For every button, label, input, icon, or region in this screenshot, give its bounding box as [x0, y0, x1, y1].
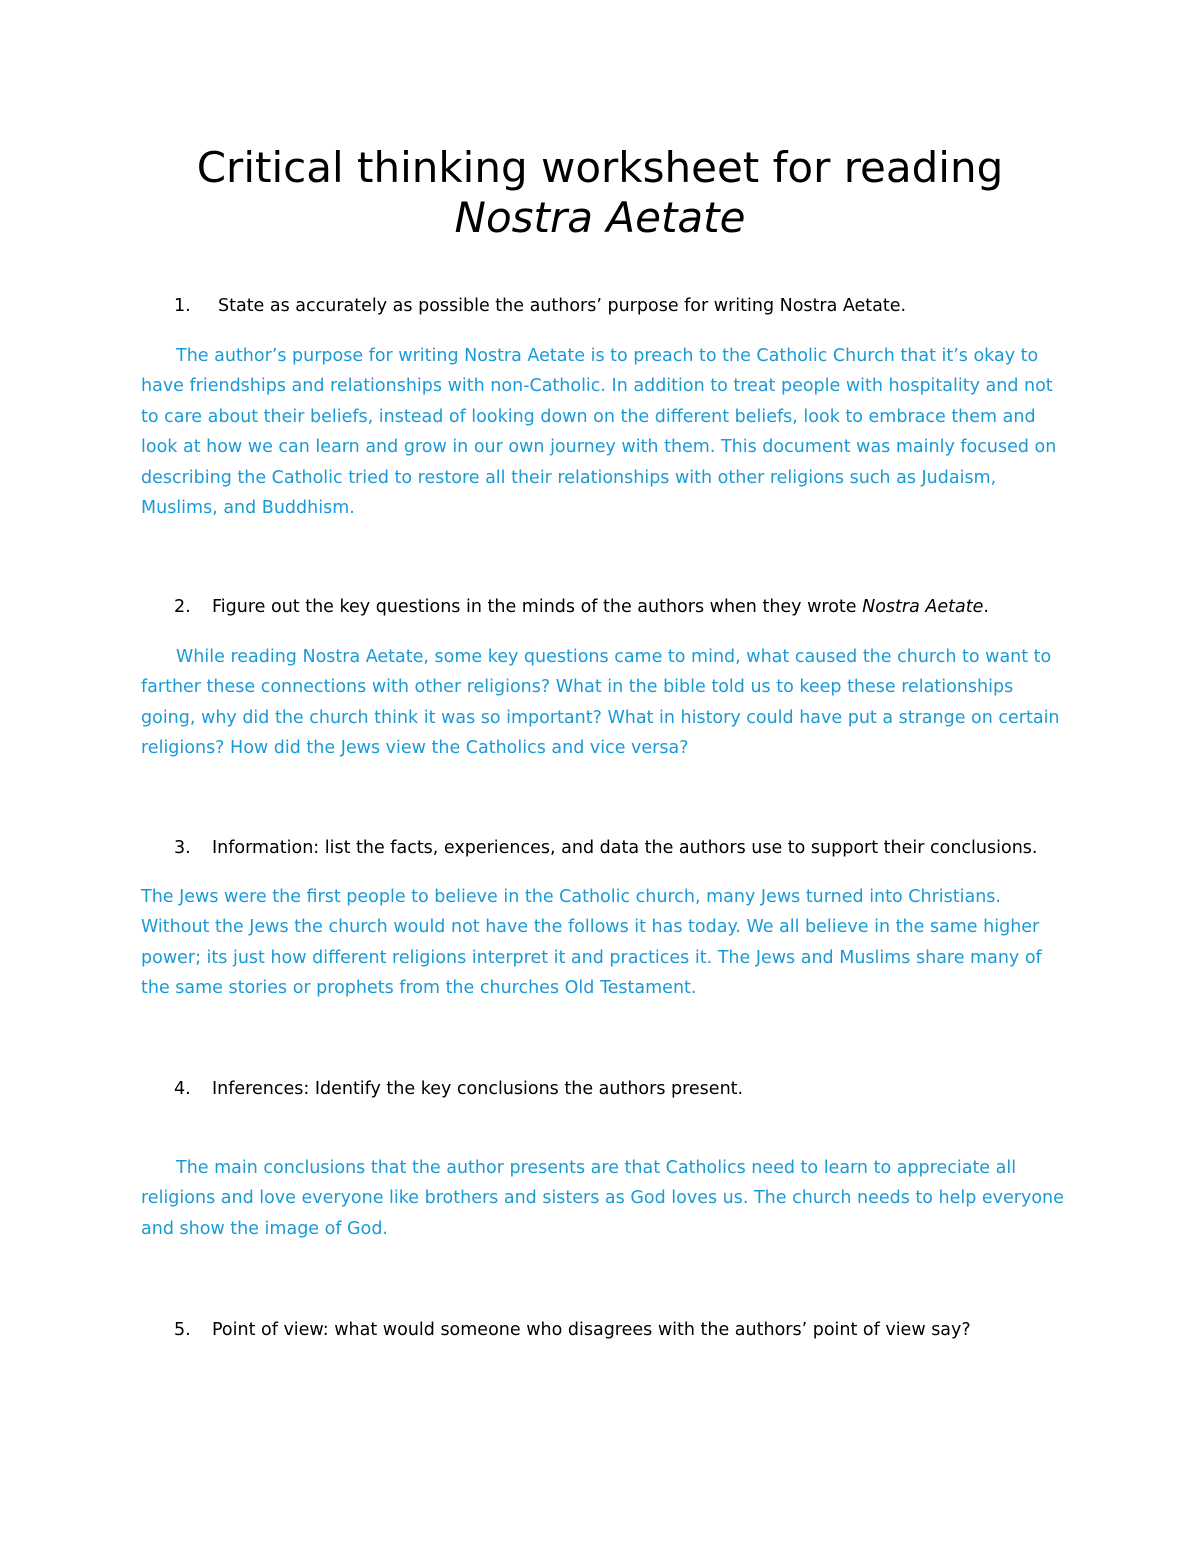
question-number: 1.	[174, 296, 191, 316]
document-title-subject: Nostra Aetate	[454, 193, 746, 242]
question-text: Point of view: what would someone who disagrees with the authors’ point of view say?	[212, 1320, 971, 1340]
question-1	[174, 291, 1074, 321]
question-4	[174, 1074, 1074, 1104]
question-number: 5.	[174, 1320, 191, 1340]
question-5	[174, 1315, 1074, 1345]
question-number: 2.	[174, 597, 191, 617]
question-text: State as accurately as possible the authors’ purpose for writing Nostra Aetate.	[218, 296, 907, 316]
question-number: 4.	[174, 1079, 191, 1099]
question-text: Inferences: Identify the key conclusions the authors present.	[212, 1079, 744, 1099]
question-text: Figure out the key questions in the minds of the authors when they wrote	[212, 597, 863, 617]
answer-2: While reading Nostra Aetate, some key questions came to mind, what caused the church to want to farther these connections with other religions? What in the bible told us to keep these relationships going, why did the church think it was so important? What in history could have put a strange on certain religions? How did the Jews view the Catholics and vice versa?	[141, 647, 1060, 759]
answer-1: The author’s purpose for writing Nostra Aetate is to preach to the Catholic Church that it’s okay to have friendships and relationships with non-Catholic. In addition to treat people with hospitality and not to care about their beliefs, instead of looking down on the different beliefs, look to embrace them and look at how we can learn and grow in our own journey with them. This document was mainly focused on describing the Catholic tried to restore all their relationships with other religions such as Judaism, Muslims, and Buddhism.	[141, 346, 1057, 519]
question-text: Information: list the facts, experiences, and data the authors use to support their conclusions.	[212, 838, 1038, 858]
document-title: Critical thinking worksheet for reading	[196, 143, 1004, 192]
question-3	[174, 833, 1074, 863]
question-2	[174, 592, 1074, 622]
question-text-italic: Nostra Aetate	[862, 597, 984, 617]
question-number: 3.	[174, 838, 191, 858]
answer-3: The Jews were the first people to believe in the Catholic church, many Jews turned into Christians. Without the Jews the church would not have the follows it has today. We all believe in the same higher power; its just how different religions interpret it and practices it. The Jews and Muslims share many of the same stories or prophets from the churches Old Testament.	[141, 887, 1042, 999]
answer-4: The main conclusions that the author presents are that Catholics need to learn to appreciate all religions and love everyone like brothers and sisters as God loves us. The church needs to help everyone and show the image of God.	[141, 1158, 1064, 1239]
question-text-end: .	[983, 597, 989, 617]
